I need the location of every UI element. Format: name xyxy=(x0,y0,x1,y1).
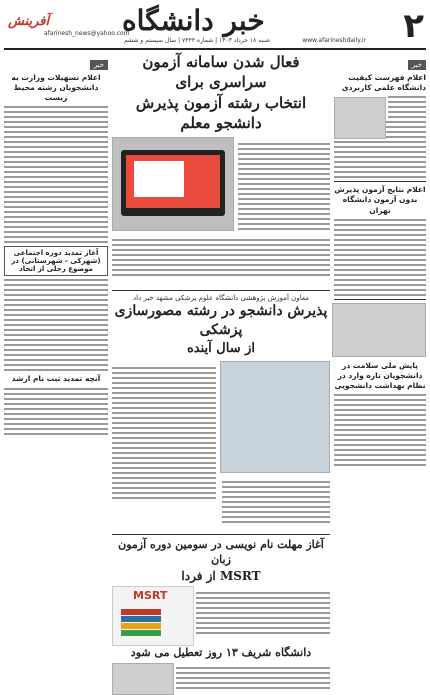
bottom-body xyxy=(176,664,330,692)
left-section-label: خبر xyxy=(90,60,108,70)
mid-body-left xyxy=(112,364,216,502)
right-section-label: خبر xyxy=(408,60,426,70)
msrt-article xyxy=(112,586,330,646)
right-low-body xyxy=(334,394,426,466)
msrt-headline-line1: آغاز مهلت نام نویسی در سومین دوره آزمون زبان xyxy=(118,538,324,567)
bottom-headline: دانشگاه شریف ۱۳ روز تعطیل می شود xyxy=(130,646,312,660)
left-top-body xyxy=(4,106,108,243)
mid-body-right xyxy=(222,478,330,526)
msrt-logo: MSRT xyxy=(133,589,168,603)
lead-headline-line1: فعال شدن سامانه آزمون سراسری برای xyxy=(142,53,300,92)
laptop-illustration xyxy=(121,150,225,216)
msrt-body xyxy=(196,589,330,637)
left-mid-body xyxy=(4,279,108,371)
masthead-title: خبر دانشگاه xyxy=(122,4,265,37)
right-mid-headline: اعلام نتایج آزمون پذیرش بدون آزمون دانشگاه تهران xyxy=(334,185,426,215)
masthead xyxy=(4,4,426,50)
laptop-screen xyxy=(126,155,220,208)
lead-article xyxy=(112,137,330,287)
lead-body xyxy=(238,140,330,233)
bottom-article xyxy=(112,661,330,695)
mid-kicker: معاون آموزش پژوهشی دانشگاه علوم پزشکی مشهد خبر داد xyxy=(133,294,309,302)
right-top-headline: اعلام فهرست کیفیت دانشگاه علمی کاربردی xyxy=(341,73,426,93)
msrt-headline-line2: MSRT از فردا xyxy=(181,569,261,584)
left-top-headline: اعلام تسهیلات وزارت به دانشجویان رشته محیط زیست xyxy=(11,73,101,103)
left-mid-headline: آغاز تمدید دوره اجتماعی (شهرکی - شهرستانی) در موضوع رجلی از اتحاد xyxy=(4,246,108,276)
lead-photo-laptop xyxy=(112,137,234,231)
msrt-illustration xyxy=(112,586,194,646)
right-column xyxy=(334,52,426,580)
lead-body-bottom xyxy=(112,236,330,279)
masthead-website: www.afarineshdaily.ir xyxy=(302,37,366,44)
right-top-photo xyxy=(334,97,386,139)
bottom-photo xyxy=(112,663,174,695)
mid-headline-line2: از سال آینده xyxy=(186,340,256,356)
masthead-date: شنبه ۱۸ خرداد ۱۴۰۴ | شماره ۷۳۳۳ | سال سیستم و ششم xyxy=(124,37,271,44)
right-low-headline: پایش ملی سلامت در دانشجویان تازه وارد در نظام بهداشت دانشجویی xyxy=(334,360,426,390)
mid-headline-line1: پذیرش دانشجو در رشته مصورسازی پزشکی xyxy=(114,303,328,338)
right-photo-lab xyxy=(332,303,426,357)
left-low-body xyxy=(4,388,108,435)
mid-photo-medical xyxy=(220,361,330,473)
page-number: ۲ xyxy=(403,6,424,46)
lead-headline-line2: انتخاب رشته آزمون پذیرش دانشجو معلم xyxy=(135,93,307,132)
mid-article xyxy=(112,361,330,531)
left-column xyxy=(4,52,108,580)
left-low-headline: آنچه تمدید ثبت نام ارشد xyxy=(11,374,101,384)
right-mid-body xyxy=(334,219,426,296)
masthead-email: afarinesh_news@yahoo.com xyxy=(44,30,130,37)
middle-column xyxy=(112,52,330,660)
afarinesh-logo: آفرینش xyxy=(8,14,50,29)
